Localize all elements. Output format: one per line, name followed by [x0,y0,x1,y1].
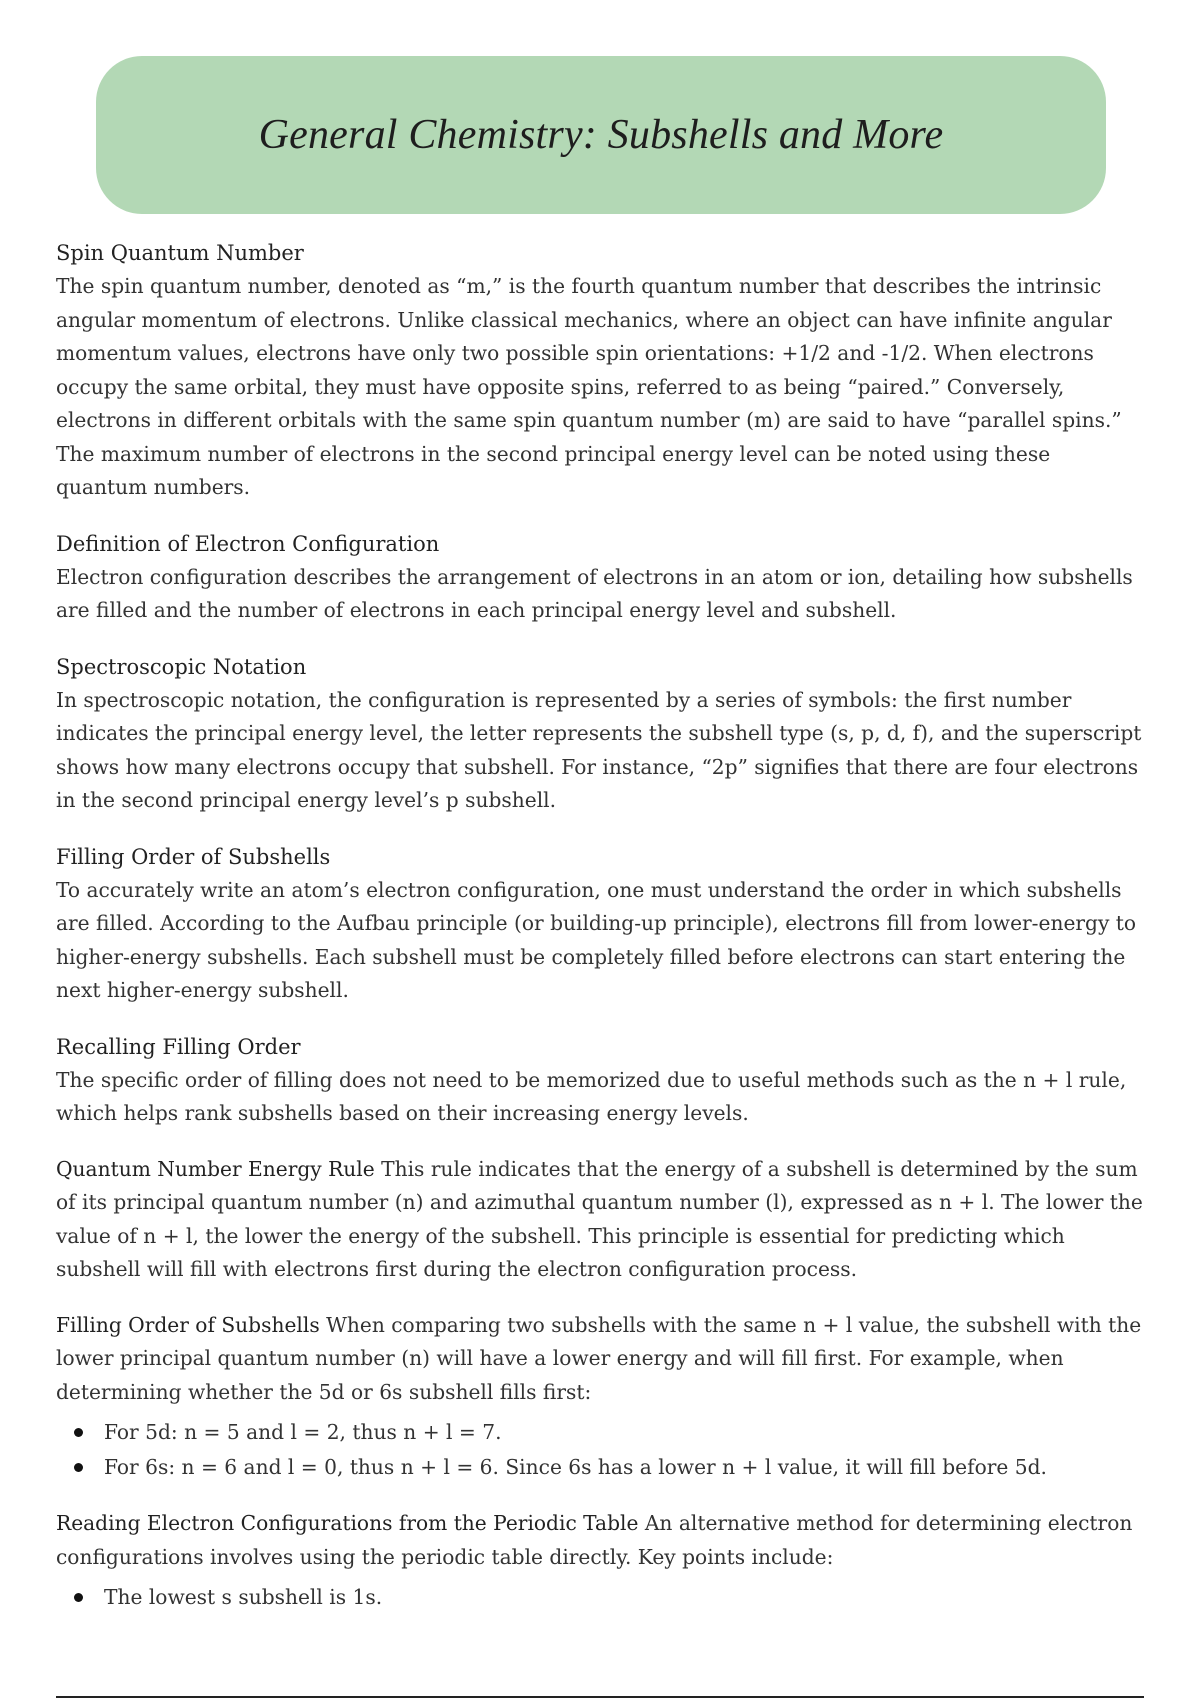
page-title: General Chemistry: Subshells and More [258,112,944,158]
section-body: In spectroscopic notation, the configuration is represented by a series of symbols: the first number indicates the principal energy level, the letter represents the subshell type (s, p, d, f), and the superscript shows how many electrons occupy that subshell. For instance, “2p” signifies that there are four electrons in the second principal energy level’s p subshell. [56,687,1142,812]
list-item [74,1415,1146,1450]
list-item-text: For 5d: n = 5 and l = 2, thus n + l = 7. [104,1420,502,1444]
bullet-icon [74,1593,83,1602]
section-heading: Spin Quantum Number [56,241,304,265]
paragraph-lead: Filling Order of Subshells [56,1312,320,1337]
section-recalling-filling-order [56,1030,1146,1131]
paragraph-text: An alternative method for determining electron configurations involves using the periodic table directly. Key points include: [56,1511,1133,1569]
paragraph-text: This rule indicates that the energy of a subshell is determined by the sum of its principal quantum number (n) and azimuthal quantum number (l), expressed as n + l. The lower the value of n + l, the lower the energy of the subshell. This principle is essential for predicting which subshell will fill with electrons first during the electron configuration process. [56,1156,1143,1281]
paragraph [56,1507,1146,1574]
paragraph [56,1309,1146,1410]
section-filling-order [56,840,1146,1008]
section-heading: Definition of Electron Configuration [56,531,440,556]
section-body: Electron configuration describes the arrangement of electrons in an atom or ion, detailing how subshells are filled and the number of electrons in each principal energy level and subshell. [56,564,1133,622]
section-body: The spin quantum number, denoted as “m,” is the fourth quantum number that describes the intrinsic angular momentum of electrons. Unlike classical mechanics, where an object can have infinite angular momentum values, electrons have only two possible spin orientations: +1/2 and -1/2. When electrons occupy the same orbital, they must have opposite spins, referred to as being “paired.” Conversely, electrons in different orbitals with the same spin quantum number (m) are said to have “parallel spins.” The maximum number of electrons in the second principal energy level can be noted using these quantum numbers. [56,274,1122,499]
bottom-divider [56,1696,1144,1698]
section-heading: Spectroscopic Notation [56,654,307,679]
section-spin-quantum-number [56,236,1146,505]
section-heading: Filling Order of Subshells [56,844,331,869]
document-body [56,236,1146,1637]
section-periodic-table [56,1507,1146,1574]
list-item [74,1580,1146,1615]
title-banner [96,56,1106,214]
list-item-text: For 6s: n = 6 and l = 0, thus n + l = 6. Since 6s has a lower n + l value, it will fill before 5d. [104,1455,1047,1479]
bullet-list [56,1415,1146,1485]
list-item [74,1450,1146,1485]
bullet-list [56,1580,1146,1615]
section-heading: Recalling Filling Order [56,1034,301,1059]
bullet-icon [74,1463,83,1472]
paragraph-lead: Reading Electron Configurations from the Periodic Table [56,1511,639,1535]
paragraph-lead: Quantum Number Energy Rule [56,1156,375,1181]
list-item-text: The lowest s subshell is 1s. [104,1585,383,1609]
section-filling-order-compare [56,1309,1146,1410]
section-energy-rule [56,1153,1146,1287]
section-electron-configuration [56,527,1146,628]
bullet-icon [74,1428,83,1437]
section-body: To accurately write an atom’s electron configuration, one must understand the order in which subshells are filled. According to the Aufbau principle (or building-up principle), electrons fill from lower-energy to higher-energy subshells. Each subshell must be completely filled before electrons can start entering the next higher-energy subshell. [56,877,1137,1002]
paragraph [56,1153,1146,1287]
section-spectroscopic-notation [56,650,1146,818]
paragraph-text: When comparing two subshells with the same n + l value, the subshell with the lower principal quantum number (n) will have a lower energy and will fill first. For example, when determining whether the 5d or 6s subshell fills first: [56,1312,1142,1404]
section-body: The specific order of filling does not need to be memorized due to useful methods such as the n + l rule, which helps rank subshells based on their increasing energy levels. [56,1067,1127,1125]
